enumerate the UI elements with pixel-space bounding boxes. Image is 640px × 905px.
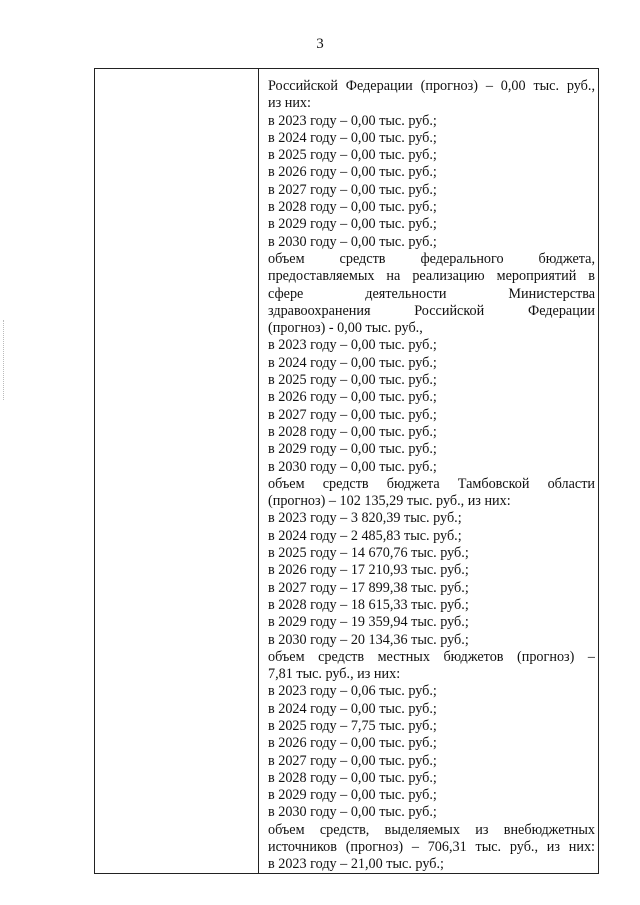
text-line: в 2023 году – 0,00 тыс. руб.; xyxy=(268,337,437,354)
text-line: в 2023 году – 0,00 тыс. руб.; xyxy=(268,112,437,129)
text-line: в 2028 году – 0,00 тыс. руб.; xyxy=(268,423,437,440)
text-line: в 2025 году – 0,00 тыс. руб.; xyxy=(268,147,437,164)
text-line: в 2029 году – 0,00 тыс. руб.; xyxy=(268,216,437,233)
text-line: сфере деятельности Министерства xyxy=(268,285,595,302)
text-line: (прогноз) - 0,00 тыс. руб., xyxy=(268,320,423,337)
text-line: в 2023 году – 0,06 тыс. руб.; xyxy=(268,683,437,700)
text-line: в 2024 году – 0,00 тыс. руб.; xyxy=(268,354,437,371)
text-line: в 2023 году – 3 820,39 тыс. руб.; xyxy=(268,510,462,527)
text-line: объем средств, выделяемых из внебюджетных xyxy=(268,821,595,838)
text-line: в 2029 году – 0,00 тыс. руб.; xyxy=(268,441,437,458)
text-line: в 2030 году – 0,00 тыс. руб.; xyxy=(268,458,437,475)
text-line: в 2024 году – 2 485,83 тыс. руб.; xyxy=(268,527,462,544)
text-line: здравоохранения Российской Федерации xyxy=(268,302,595,319)
text-line: Российской Федерации (прогноз) – 0,00 тыс. руб., xyxy=(268,78,595,94)
page-number: 3 xyxy=(316,36,324,52)
text-line: в 2026 году – 0,00 тыс. руб.; xyxy=(268,389,437,406)
text-line: в 2026 году – 0,00 тыс. руб.; xyxy=(268,164,437,181)
text-line: в 2025 году – 0,00 тыс. руб.; xyxy=(268,372,437,389)
column-divider xyxy=(258,69,259,873)
text-line: в 2030 году – 20 134,36 тыс. руб.; xyxy=(268,631,469,648)
text-line: 7,81 тыс. руб., из них: xyxy=(268,666,401,683)
text-line: в 2026 году – 17 210,93 тыс. руб.; xyxy=(268,562,469,579)
text-line: объем средств бюджета Тамбовской области xyxy=(268,475,595,492)
scan-margin-mark xyxy=(3,320,6,400)
text-line: из них: xyxy=(268,95,311,112)
text-line: в 2029 году – 0,00 тыс. руб.; xyxy=(268,787,437,804)
text-line: объем средств местных бюджетов (прогноз) – xyxy=(268,648,595,665)
text-line: в 2030 году – 0,00 тыс. руб.; xyxy=(268,804,437,821)
text-line: в 2029 году – 19 359,94 тыс. руб.; xyxy=(268,614,469,631)
text-line: объем средств федерального бюджета, xyxy=(268,250,595,267)
text-line: в 2027 году – 0,00 тыс. руб.; xyxy=(268,181,437,198)
text-line: в 2028 году – 18 615,33 тыс. руб.; xyxy=(268,596,469,613)
text-line: в 2027 году – 0,00 тыс. руб.; xyxy=(268,752,437,769)
text-line: в 2027 году – 17 899,38 тыс. руб.; xyxy=(268,579,469,596)
text-line: в 2025 году – 7,75 тыс. руб.; xyxy=(268,717,437,734)
text-line: в 2023 году – 21,00 тыс. руб.; xyxy=(268,856,444,873)
text-line: в 2028 году – 0,00 тыс. руб.; xyxy=(268,199,437,216)
funding-text-cell xyxy=(268,78,595,874)
text-line: в 2027 году – 0,00 тыс. руб.; xyxy=(268,406,437,423)
text-line: в 2025 году – 14 670,76 тыс. руб.; xyxy=(268,545,469,562)
text-line: в 2026 году – 0,00 тыс. руб.; xyxy=(268,735,437,752)
funding-table xyxy=(94,68,599,874)
text-line: в 2028 году – 0,00 тыс. руб.; xyxy=(268,769,437,786)
text-line: в 2024 году – 0,00 тыс. руб.; xyxy=(268,700,437,717)
text-line: (прогноз) – 102 135,29 тыс. руб., из них: xyxy=(268,493,511,510)
text-line: предоставляемых на реализацию мероприятий в xyxy=(268,268,595,285)
text-line: источников (прогноз) – 706,31 тыс. руб., из них: xyxy=(268,839,595,856)
text-line: в 2030 году – 0,00 тыс. руб.; xyxy=(268,233,437,250)
text-line: в 2024 году – 0,00 тыс. руб.; xyxy=(268,129,437,146)
